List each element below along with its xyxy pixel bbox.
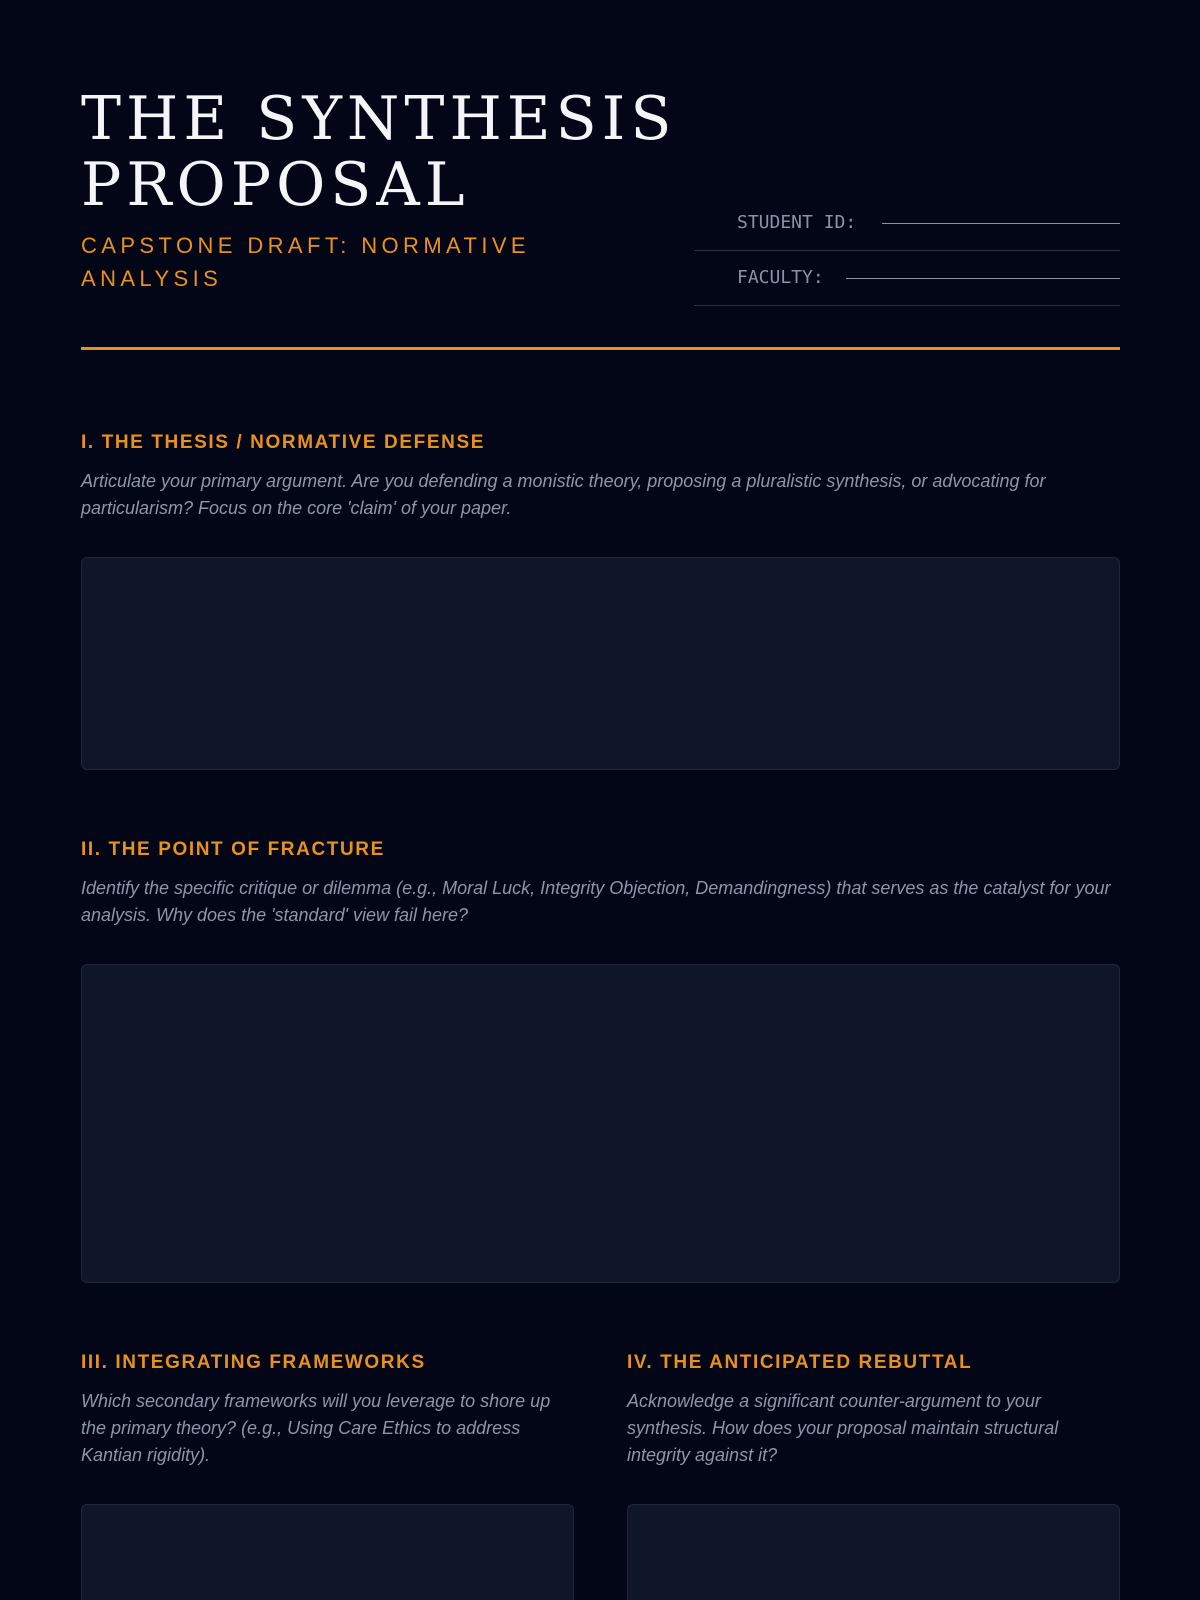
header-divider: [81, 347, 1120, 350]
thesis-response-field[interactable]: [81, 557, 1120, 770]
section-anticipated-rebuttal: [627, 1352, 1120, 1469]
section-heading: IV. THE ANTICIPATED REBUTTAL: [627, 1352, 973, 1373]
section-heading: III. INTEGRATING FRAMEWORKS: [81, 1352, 426, 1373]
section-prompt: Which secondary frameworks will you leverage to shore up the primary theory? (e.g., Using Care Ethics to address Kantian rigidity).: [81, 1391, 551, 1465]
student-id-label: STUDENT ID:: [737, 212, 857, 233]
student-id-blank-line[interactable]: [882, 223, 1120, 224]
student-id-field[interactable]: [694, 196, 1120, 251]
section-integrating-frameworks: [81, 1352, 574, 1469]
section-prompt: Identify the specific critique or dilemma (e.g., Moral Luck, Integrity Objection, Demandingness) that serves as the catalyst for your analysis. Why does the 'standard' view fail here?: [81, 878, 1111, 925]
proposal-page: [81, 0, 1120, 1600]
fracture-response-field[interactable]: [81, 964, 1120, 1283]
section-thesis: [81, 432, 1120, 522]
document-header: [81, 86, 1120, 348]
header-fields: [694, 196, 1120, 306]
faculty-label: FACULTY:: [737, 267, 824, 288]
section-heading: I. THE THESIS / NORMATIVE DEFENSE: [81, 432, 485, 453]
section-prompt: Articulate your primary argument. Are you defending a monistic theory, proposing a pluralistic synthesis, or advocating for particularism? Focus on the core 'claim' of your paper.: [81, 471, 1046, 518]
faculty-field[interactable]: [694, 251, 1120, 306]
rebuttal-response-field[interactable]: [627, 1504, 1120, 1600]
document-title: THE SYNTHESIS PROPOSAL: [81, 84, 677, 220]
faculty-blank-line[interactable]: [846, 278, 1120, 279]
frameworks-response-field[interactable]: [81, 1504, 574, 1600]
section-heading: II. THE POINT OF FRACTURE: [81, 839, 385, 860]
section-point-of-fracture: [81, 839, 1120, 929]
section-prompt: Acknowledge a significant counter-argument to your synthesis. How does your proposal maintain structural integrity against it?: [627, 1391, 1059, 1465]
document-subtitle: CAPSTONE DRAFT: NORMATIVE ANALYSIS: [81, 233, 531, 291]
